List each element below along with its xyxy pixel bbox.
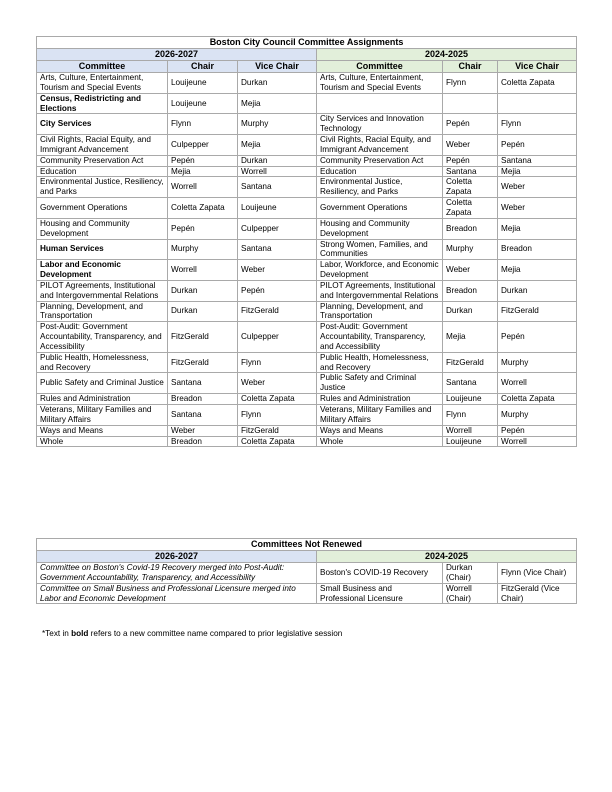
prior-committee-cell: Rules and Administration — [317, 394, 443, 405]
prior-chair-cell: Louijeune — [443, 394, 498, 405]
table-row — [37, 394, 577, 405]
table-row — [37, 563, 577, 584]
prior-chair-cell: FitzGerald — [443, 352, 498, 373]
table-row — [37, 280, 577, 301]
current-committee-cell: Whole — [37, 436, 168, 447]
table-row — [37, 301, 577, 322]
prior-chair-cell: Coletta Zapata — [443, 177, 498, 198]
current-chair-cell: Louijeune — [168, 73, 238, 94]
current-vice-chair-cell: Santana — [238, 239, 317, 260]
prior-chair-cell: Pepén — [443, 155, 498, 166]
current-committee-cell: City Services — [37, 114, 168, 135]
column-header-vice-chair: Vice Chair — [238, 61, 317, 73]
current-vice-chair-cell: Durkan — [238, 73, 317, 94]
merge-note-cell: Committee on Small Business and Professional Licensure merged into Labor and Economic Development — [37, 583, 317, 604]
prior-vice-chair-cell: Coletta Zapata — [498, 73, 577, 94]
current-chair-cell: Mejia — [168, 166, 238, 177]
prior-vice-chair-cell: Pepén — [498, 135, 577, 156]
prior-committee-cell: Boston's COVID-19 Recovery — [317, 563, 443, 584]
current-vice-chair-cell: Culpepper — [238, 218, 317, 239]
footnote-suffix: refers to a new committee name compared to prior legislative session — [88, 629, 343, 638]
year-header-2026-2027: 2026-2027 — [37, 49, 317, 61]
prior-committee-cell: PILOT Agreements, Institutional and Intergovernmental Relations — [317, 280, 443, 301]
current-vice-chair-cell: Worrell — [238, 166, 317, 177]
prior-committee-cell: Government Operations — [317, 198, 443, 219]
prior-committee-cell: City Services and Innovation Technology — [317, 114, 443, 135]
table-row — [37, 405, 577, 426]
prior-committee-cell: Public Safety and Criminal Justice — [317, 373, 443, 394]
prior-chair-cell: Worrell — [443, 425, 498, 436]
table-row — [37, 177, 577, 198]
prior-chair-cell: Flynn — [443, 405, 498, 426]
current-committee-cell: Post-Audit: Government Accountability, Transparency, and Accessibility — [37, 322, 168, 353]
current-vice-chair-cell: Coletta Zapata — [238, 436, 317, 447]
table-title: Boston City Council Committee Assignments — [37, 37, 577, 49]
current-chair-cell: FitzGerald — [168, 322, 238, 353]
prior-vice-chair-cell: Pepén — [498, 425, 577, 436]
table-row — [37, 114, 577, 135]
prior-vice-chair-cell: Pepén — [498, 322, 577, 353]
current-chair-cell: Coletta Zapata — [168, 198, 238, 219]
prior-vice-chair-cell: Coletta Zapata — [498, 394, 577, 405]
prior-chair-cell: Mejia — [443, 322, 498, 353]
prior-chair-cell: Durkan (Chair) — [443, 563, 498, 584]
table-row — [37, 135, 577, 156]
current-committee-cell: PILOT Agreements, Institutional and Intergovernmental Relations — [37, 280, 168, 301]
current-chair-cell: Worrell — [168, 260, 238, 281]
current-vice-chair-cell: Mejia — [238, 93, 317, 114]
current-vice-chair-cell: Mejia — [238, 135, 317, 156]
prior-committee-cell: Whole — [317, 436, 443, 447]
prior-vice-chair-cell: Flynn (Vice Chair) — [498, 563, 577, 584]
current-chair-cell: Culpepper — [168, 135, 238, 156]
prior-vice-chair-cell: Weber — [498, 198, 577, 219]
prior-chair-cell: Santana — [443, 373, 498, 394]
prior-committee-cell: Ways and Means — [317, 425, 443, 436]
prior-committee-cell: Veterans, Military Families and Military Affairs — [317, 405, 443, 426]
footnote — [42, 629, 342, 638]
table-row — [37, 93, 577, 114]
table-row — [37, 322, 577, 353]
current-chair-cell: Worrell — [168, 177, 238, 198]
prior-vice-chair-cell: Mejia — [498, 260, 577, 281]
prior-chair-cell: Durkan — [443, 301, 498, 322]
prior-chair-cell: Weber — [443, 260, 498, 281]
prior-chair-cell: Breadon — [443, 280, 498, 301]
current-committee-cell: Rules and Administration — [37, 394, 168, 405]
current-vice-chair-cell: Flynn — [238, 352, 317, 373]
prior-chair-cell — [443, 93, 498, 114]
prior-chair-cell: Coletta Zapata — [443, 198, 498, 219]
prior-vice-chair-cell: FitzGerald — [498, 301, 577, 322]
prior-vice-chair-cell: FitzGerald (Vice Chair) — [498, 583, 577, 604]
prior-vice-chair-cell: Mejia — [498, 166, 577, 177]
current-vice-chair-cell: Weber — [238, 373, 317, 394]
current-committee-cell: Ways and Means — [37, 425, 168, 436]
prior-committee-cell: Civil Rights, Racial Equity, and Immigrant Advancement — [317, 135, 443, 156]
current-committee-cell: Community Preservation Act — [37, 155, 168, 166]
prior-vice-chair-cell: Flynn — [498, 114, 577, 135]
current-committee-cell: Government Operations — [37, 198, 168, 219]
current-chair-cell: Pepén — [168, 218, 238, 239]
current-committee-cell: Civil Rights, Racial Equity, and Immigrant Advancement — [37, 135, 168, 156]
current-chair-cell: Durkan — [168, 280, 238, 301]
prior-committee-cell: Planning, Development, and Transportation — [317, 301, 443, 322]
prior-committee-cell: Environmental Justice, Resiliency, and Parks — [317, 177, 443, 198]
table-row — [37, 239, 577, 260]
prior-vice-chair-cell: Murphy — [498, 352, 577, 373]
current-vice-chair-cell: Weber — [238, 260, 317, 281]
current-chair-cell: Louijeune — [168, 93, 238, 114]
prior-vice-chair-cell: Durkan — [498, 280, 577, 301]
table-row — [37, 583, 577, 604]
prior-vice-chair-cell: Worrell — [498, 373, 577, 394]
prior-committee-cell: Post-Audit: Government Accountability, Transparency, and Accessibility — [317, 322, 443, 353]
current-chair-cell: Weber — [168, 425, 238, 436]
current-vice-chair-cell: Louijeune — [238, 198, 317, 219]
prior-chair-cell: Murphy — [443, 239, 498, 260]
current-chair-cell: Santana — [168, 373, 238, 394]
column-header-vice-chair: Vice Chair — [498, 61, 577, 73]
table-row — [37, 155, 577, 166]
prior-vice-chair-cell: Murphy — [498, 405, 577, 426]
prior-vice-chair-cell: Worrell — [498, 436, 577, 447]
prior-chair-cell: Pepén — [443, 114, 498, 135]
committee-assignments-table — [36, 36, 577, 447]
current-vice-chair-cell: Murphy — [238, 114, 317, 135]
prior-chair-cell: Breadon — [443, 218, 498, 239]
table-row — [37, 73, 577, 94]
table-row — [37, 260, 577, 281]
current-chair-cell: Breadon — [168, 436, 238, 447]
current-chair-cell: Santana — [168, 405, 238, 426]
current-committee-cell: Arts, Culture, Entertainment, Tourism and Special Events — [37, 73, 168, 94]
prior-chair-cell: Worrell (Chair) — [443, 583, 498, 604]
prior-vice-chair-cell: Weber — [498, 177, 577, 198]
current-chair-cell: Breadon — [168, 394, 238, 405]
prior-chair-cell: Weber — [443, 135, 498, 156]
current-committee-cell: Veterans, Military Families and Military Affairs — [37, 405, 168, 426]
prior-committee-cell: Strong Women, Families, and Communities — [317, 239, 443, 260]
current-committee-cell: Public Safety and Criminal Justice — [37, 373, 168, 394]
current-vice-chair-cell: Durkan — [238, 155, 317, 166]
prior-committee-cell: Education — [317, 166, 443, 177]
prior-committee-cell — [317, 93, 443, 114]
prior-chair-cell: Flynn — [443, 73, 498, 94]
current-chair-cell: Pepén — [168, 155, 238, 166]
prior-committee-cell: Public Health, Homelessness, and Recovery — [317, 352, 443, 373]
current-chair-cell: FitzGerald — [168, 352, 238, 373]
table-row — [37, 436, 577, 447]
current-committee-cell: Education — [37, 166, 168, 177]
current-committee-cell: Human Services — [37, 239, 168, 260]
prior-vice-chair-cell: Breadon — [498, 239, 577, 260]
prior-vice-chair-cell: Santana — [498, 155, 577, 166]
year-header-2026-2027: 2026-2027 — [37, 551, 317, 563]
prior-committee-cell: Labor, Workforce, and Economic Development — [317, 260, 443, 281]
footnote-bold-word: bold — [71, 629, 89, 638]
committees-not-renewed-table — [36, 538, 577, 604]
current-committee-cell: Environmental Justice, Resiliency, and Parks — [37, 177, 168, 198]
column-header-chair: Chair — [443, 61, 498, 73]
not-renewed-title: Committees Not Renewed — [37, 539, 577, 551]
current-chair-cell: Flynn — [168, 114, 238, 135]
year-header-2024-2025: 2024-2025 — [317, 49, 577, 61]
current-committee-cell: Labor and Economic Development — [37, 260, 168, 281]
current-vice-chair-cell: FitzGerald — [238, 425, 317, 436]
prior-chair-cell: Louijeune — [443, 436, 498, 447]
current-vice-chair-cell: Culpepper — [238, 322, 317, 353]
merge-note-cell: Committee on Boston's Covid-19 Recovery merged into Post-Audit: Government Accountability, Transparency, and Accessibility — [37, 563, 317, 584]
prior-committee-cell: Housing and Community Development — [317, 218, 443, 239]
table-row — [37, 425, 577, 436]
current-vice-chair-cell: Pepén — [238, 280, 317, 301]
year-header-2024-2025: 2024-2025 — [317, 551, 577, 563]
current-committee-cell: Public Health, Homelessness, and Recovery — [37, 352, 168, 373]
prior-chair-cell: Santana — [443, 166, 498, 177]
table-row — [37, 373, 577, 394]
current-committee-cell: Housing and Community Development — [37, 218, 168, 239]
table-row — [37, 352, 577, 373]
current-vice-chair-cell: Santana — [238, 177, 317, 198]
footnote-prefix: *Text in — [42, 629, 72, 638]
prior-committee-cell: Small Business and Professional Licensure — [317, 583, 443, 604]
table-row — [37, 198, 577, 219]
current-committee-cell: Planning, Development, and Transportation — [37, 301, 168, 322]
prior-committee-cell: Arts, Culture, Entertainment, Tourism and Special Events — [317, 73, 443, 94]
current-vice-chair-cell: Flynn — [238, 405, 317, 426]
current-chair-cell: Durkan — [168, 301, 238, 322]
prior-vice-chair-cell — [498, 93, 577, 114]
current-chair-cell: Murphy — [168, 239, 238, 260]
column-header-committee: Committee — [317, 61, 443, 73]
table-row — [37, 218, 577, 239]
current-vice-chair-cell: FitzGerald — [238, 301, 317, 322]
table-row — [37, 166, 577, 177]
column-header-chair: Chair — [168, 61, 238, 73]
current-committee-cell: Census, Redistricting and Elections — [37, 93, 168, 114]
prior-vice-chair-cell: Mejia — [498, 218, 577, 239]
current-vice-chair-cell: Coletta Zapata — [238, 394, 317, 405]
prior-committee-cell: Community Preservation Act — [317, 155, 443, 166]
column-header-committee: Committee — [37, 61, 168, 73]
